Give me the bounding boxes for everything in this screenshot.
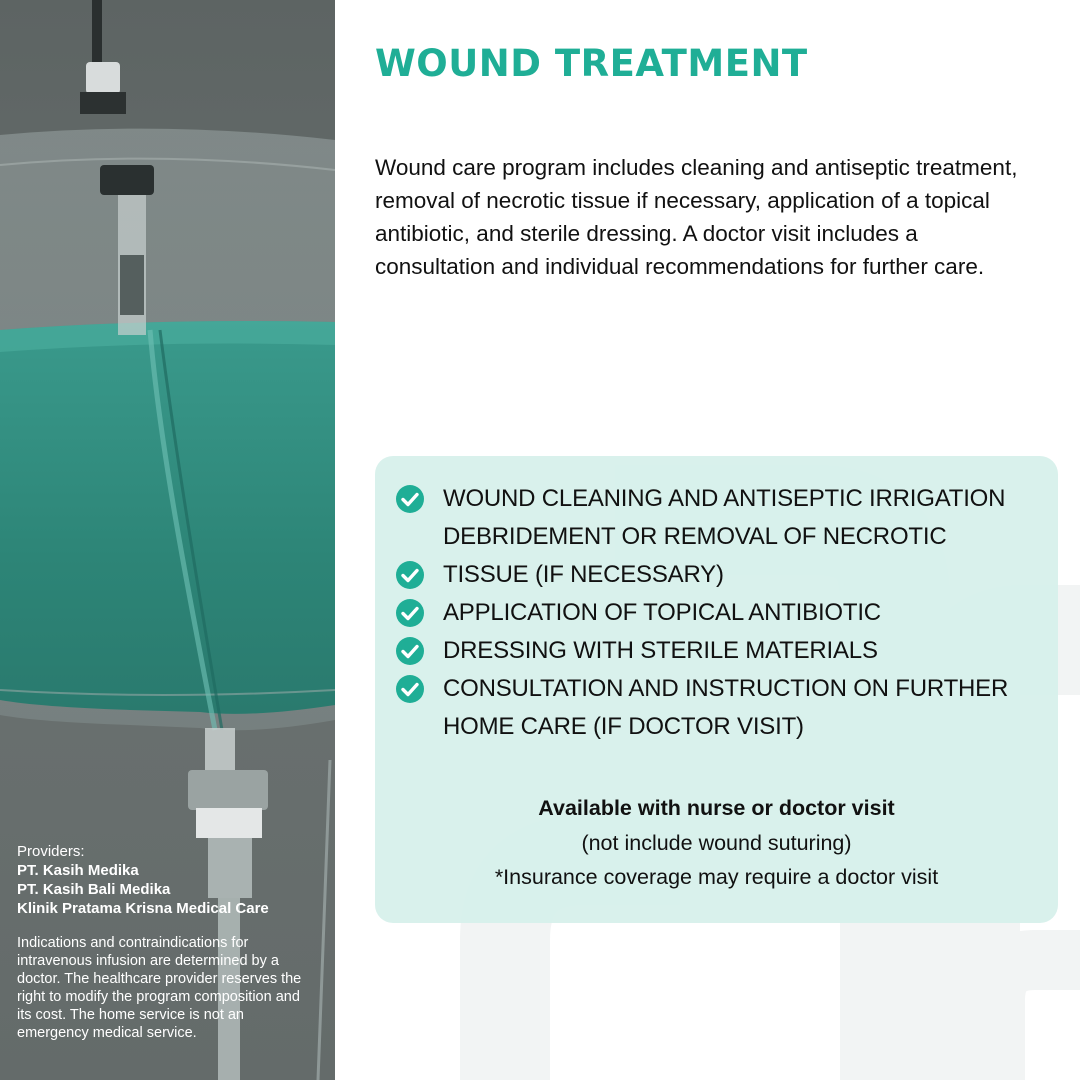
providers-label: Providers:	[17, 843, 85, 860]
check-circle-icon	[395, 674, 425, 704]
service-item	[395, 632, 1065, 670]
services-card	[375, 456, 1058, 923]
service-item	[395, 594, 1065, 632]
service-item	[395, 670, 1065, 746]
iv-bag-photo-panel	[0, 0, 335, 1080]
service-label: WOUND CLEANING AND ANTISEPTIC IRRIGATION DEBRIDEMENT OR REMOVAL OF NECROTIC	[443, 485, 1006, 550]
exclusion-note: (not include wound suturing)	[581, 831, 852, 855]
insurance-note: *Insurance coverage may require a doctor visit	[494, 865, 939, 889]
service-label: CONSULTATION AND INSTRUCTION ON FURTHER HOME CARE (IF DOCTOR VISIT)	[443, 675, 1009, 740]
check-circle-icon	[395, 484, 425, 514]
disclaimer-text: Indications and contraindications for intravenous infusion are determined by a doctor. The healthcare provider reserves the right to modify the program composition and its cost. The home service is not an emergency medical service.	[17, 935, 302, 1041]
page-title: WOUND TREATMENT	[375, 42, 808, 85]
provider-name: PT. Kasih Bali Medika	[17, 881, 171, 898]
service-label: TISSUE (IF NECESSARY)	[443, 561, 724, 588]
intro-paragraph: Wound care program includes cleaning and antiseptic treatment, removal of necrotic tissue if necessary, application of a topical antibiotic, and sterile dressing. A doctor visit includes a consultation and individual recommendations for further care.	[375, 155, 1018, 279]
provider-name: Klinik Pratama Krisna Medical Care	[17, 900, 269, 917]
check-circle-icon	[395, 636, 425, 666]
service-label: DRESSING WITH STERILE MATERIALS	[443, 637, 878, 664]
check-circle-icon	[395, 560, 425, 590]
availability-headline: Available with nurse or doctor visit	[538, 796, 895, 820]
service-label: APPLICATION OF TOPICAL ANTIBIOTIC	[443, 599, 881, 626]
provider-name: PT. Kasih Medika	[17, 862, 139, 879]
service-item	[395, 480, 1065, 556]
services-list	[395, 480, 1065, 746]
service-item	[395, 556, 1065, 594]
providers-block	[17, 842, 317, 918]
iv-bag-image	[0, 0, 335, 1080]
availability-block	[375, 790, 1058, 894]
check-circle-icon	[395, 598, 425, 628]
